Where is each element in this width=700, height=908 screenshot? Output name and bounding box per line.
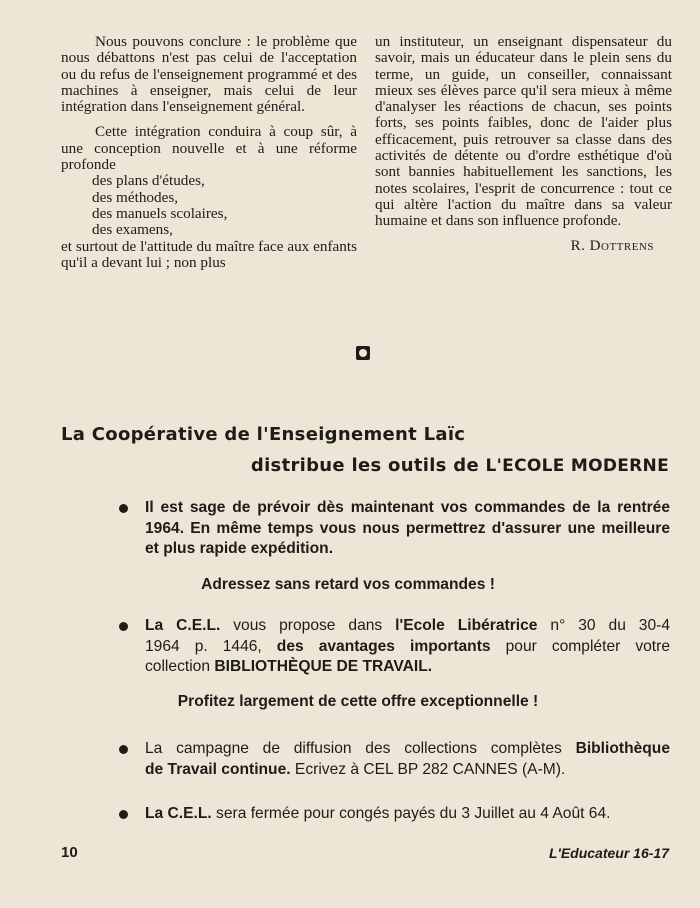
section-separator-icon	[356, 346, 370, 360]
list-item: des plans d'études,	[92, 172, 205, 190]
article-left-column	[61, 34, 357, 271]
bullet-text: La campagne de diffusion des collections complètes	[145, 740, 576, 757]
article-paragraph: un instituteur, un enseignant dispensateur du savoir, mais un éducateur dans le plein sens du terme, un guide, un conseiller, connaissant mieux ses élèves parce qu'il sera mieux à même d'analyser les réactions de chacun, ses points forts, ses points faibles, donc de l'aider plus efficacement, puis retrouver sa classe dans des activités de détente ou d'ordre esthétique d'où sont bannies habituellement les sanctions, les notes scolaires, l'esprit de concurrence : tout ce qui altère l'action du maître dans sa valeur humaine et dans son influence profonde.	[375, 33, 672, 230]
list-item: des méthodes,	[92, 188, 179, 206]
list-item: des examens,	[92, 221, 173, 239]
bullet-text: n° 30 du 30-4	[537, 617, 671, 634]
ad-bullet-1	[145, 498, 670, 560]
ad-callout-1: Adressez sans retard vos commandes !	[201, 576, 495, 593]
bullet-line	[145, 616, 670, 637]
publication-name: l'Ecole Libératrice	[395, 617, 538, 634]
ad-title-text: distribue les outils de	[250, 455, 486, 476]
ad-bullet-3	[145, 739, 670, 780]
cel-name: La C.E.L.	[145, 617, 221, 634]
article-paragraph: Nous pouvons conclure : le problème que nous débattons n'est pas celui de l'acceptation ou du refus de l'enseignement programmé et des machines à enseigner, mais celui de leur intégration dans l'enseignement général.	[61, 33, 357, 116]
bullet-line	[145, 760, 670, 781]
collection-name: de Travail continue.	[145, 760, 291, 778]
bullet-icon	[119, 622, 128, 631]
article-paragraph: Cette intégration conduira à coup sûr, à une conception nouvelle et à une réforme profonde	[61, 123, 357, 174]
bullet-icon	[119, 504, 128, 513]
bullet-emphasis: des avantages importants	[276, 637, 491, 655]
collection-name: Bibliothèque	[575, 740, 670, 757]
bullet-text: 1964 p. 1446,	[145, 637, 277, 655]
ad-title-line2	[251, 455, 669, 476]
article-paragraph: et surtout de l'attitude du maître face aux enfants qu'il a devant lui ; non plus	[61, 237, 357, 271]
collection-name: BIBLIOTHÈQUE DE TRAVAIL.	[214, 658, 433, 675]
bullet-text: sera fermée pour congés payés du 3 Juillet au 4 Août 64.	[211, 805, 611, 822]
ad-title-caps: L'ECOLE MODERNE	[485, 456, 669, 476]
ad-callout-2: Profitez largement de cette offre exceptionnelle !	[177, 693, 539, 710]
bullet-text: collection	[145, 658, 215, 675]
bullet-icon	[119, 810, 128, 819]
ad-bullet-4	[145, 804, 670, 825]
ad-bullet-2	[145, 616, 670, 678]
reform-list	[61, 173, 357, 238]
bullet-icon	[119, 745, 128, 754]
bullet-text: Il est sage de prévoir dès maintenant vos commandes de la rentrée 1964. En même temps vous nous permettrez d'assurer une meilleure et plus rapide expédition.	[145, 499, 670, 557]
cel-name: La C.E.L.	[145, 805, 212, 822]
bullet-line	[145, 657, 670, 678]
bullet-text: pour compléter votre	[490, 637, 670, 655]
ad-title-line1: La Coopérative de l'Enseignement Laïc	[61, 424, 466, 445]
article-right-column	[375, 34, 672, 254]
page-number: 10	[61, 844, 78, 861]
author-signature: R. Dottrens	[570, 237, 654, 254]
journal-name: L'Educateur 16-17	[548, 845, 669, 861]
list-item: des manuels scolaires,	[92, 204, 228, 222]
bullet-line	[145, 637, 670, 658]
bullet-text: Ecrivez à CEL BP 282 CANNES (A-M).	[290, 760, 566, 778]
bullet-text: vous propose dans	[220, 617, 396, 634]
bullet-line	[145, 739, 670, 760]
